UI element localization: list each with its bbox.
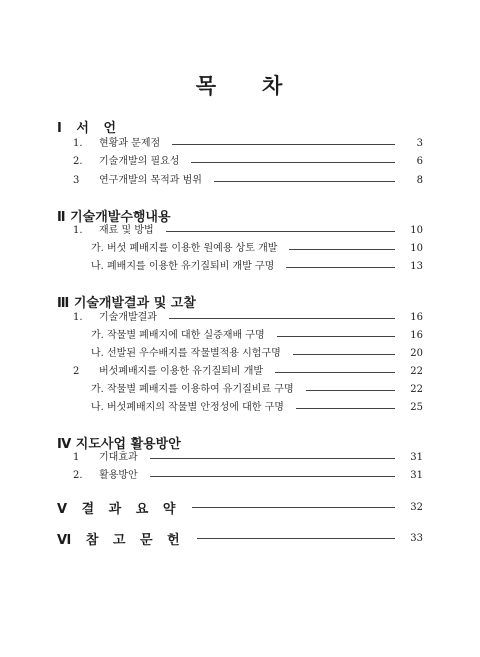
- entry-text: 나. 선발된 우수배지를 작물별적용 시험구명: [91, 348, 281, 359]
- leader-line: [197, 538, 395, 539]
- entry-text: 현황과 문제점: [99, 138, 161, 149]
- section-heading-4: Ⅳ 지도사업 활용방안: [57, 437, 181, 452]
- leader-line: [306, 390, 395, 391]
- entry-text: 가. 버섯 폐배지를 이용한 원예용 상토 개발: [91, 243, 278, 254]
- toc-entry[interactable]: [91, 347, 423, 361]
- toc-entry[interactable]: [73, 311, 423, 325]
- toc-entry[interactable]: [73, 365, 423, 379]
- leader-line: [172, 144, 395, 145]
- entry-page: 10: [410, 225, 423, 236]
- entry-text: 기대효과: [99, 452, 138, 463]
- entry-number: 2: [73, 366, 80, 377]
- entry-number: 3: [73, 175, 80, 186]
- toc-entry[interactable]: [91, 383, 423, 397]
- entry-page: 10: [410, 243, 423, 254]
- leader-line: [150, 458, 395, 459]
- entry-page: 22: [410, 366, 423, 377]
- section-heading-3: Ⅲ 기술개발결과 및 고찰: [57, 296, 196, 311]
- entry-text: 재료 및 방법: [99, 225, 154, 236]
- toc-entry[interactable]: [73, 137, 423, 151]
- entry-page: 22: [410, 384, 423, 395]
- section-heading-1: Ⅰ 서 언: [57, 121, 122, 136]
- entry-number: 2.: [73, 156, 83, 167]
- toc-entry[interactable]: [91, 260, 423, 274]
- entry-number: 1.: [73, 225, 83, 236]
- section-page: 32: [410, 501, 423, 513]
- entry-number: 1.: [73, 312, 83, 323]
- entry-page: 16: [410, 330, 423, 341]
- toc-entry[interactable]: [73, 224, 423, 238]
- leader-line: [275, 372, 395, 373]
- leader-line: [277, 336, 395, 337]
- entry-page: 31: [410, 452, 423, 463]
- entry-page: 13: [410, 261, 423, 272]
- entry-text: 활용방안: [99, 470, 138, 481]
- entry-number: 2.: [73, 470, 83, 481]
- toc-entry[interactable]: [73, 174, 423, 188]
- toc-entry[interactable]: [73, 469, 423, 483]
- entry-text: 나. 폐배지를 이용한 유기질퇴비 개발 구명: [91, 261, 275, 272]
- leader-line: [296, 408, 395, 409]
- leader-line: [192, 507, 395, 508]
- leader-line: [293, 354, 395, 355]
- leader-line: [286, 267, 395, 268]
- entry-page: 20: [410, 348, 423, 359]
- toc-entry[interactable]: [73, 155, 423, 169]
- entry-number: 1.: [73, 138, 83, 149]
- toc-section-row[interactable]: [57, 530, 423, 546]
- entry-text: 나. 버섯폐배지의 작물별 안정성에 대한 구명: [91, 402, 284, 413]
- toc-section-row[interactable]: [57, 499, 423, 515]
- entry-text: 기술개발결과: [99, 312, 157, 323]
- entry-page: 8: [416, 175, 423, 186]
- leader-line: [191, 162, 395, 163]
- entry-text: 버섯폐배지를 이용한 유기질퇴비 개발: [99, 366, 264, 377]
- toc-entry[interactable]: [91, 401, 423, 415]
- leader-line: [214, 181, 395, 182]
- entry-page: 25: [410, 402, 423, 413]
- section-page: 33: [410, 532, 423, 544]
- section-heading-6: Ⅵ 참 고 문 헌: [57, 532, 185, 548]
- leader-line: [169, 318, 395, 319]
- entry-page: 3: [416, 138, 423, 149]
- toc-title: 목 차: [195, 74, 285, 98]
- section-heading-2: Ⅱ 기술개발수행내용: [57, 210, 171, 225]
- leader-line: [289, 249, 395, 250]
- toc-entry[interactable]: [73, 451, 423, 465]
- leader-line: [150, 476, 395, 477]
- entry-text: 연구개발의 목적과 범위: [99, 175, 202, 186]
- entry-text: 가. 작물별 폐배지에 대한 실증재배 구명: [91, 330, 265, 341]
- toc-entry[interactable]: [91, 329, 423, 343]
- entry-page: 16: [410, 312, 423, 323]
- entry-page: 6: [416, 156, 423, 167]
- section-heading-5: Ⅴ 결 과 요 약: [57, 501, 181, 517]
- entry-text: 기술개발의 필요성: [99, 156, 180, 167]
- leader-line: [166, 231, 395, 232]
- entry-number: 1: [73, 452, 80, 463]
- entry-page: 31: [410, 470, 423, 481]
- toc-entry[interactable]: [91, 242, 423, 256]
- entry-text: 가. 작물별 폐배지를 이용하여 유기질비료 구명: [91, 384, 294, 395]
